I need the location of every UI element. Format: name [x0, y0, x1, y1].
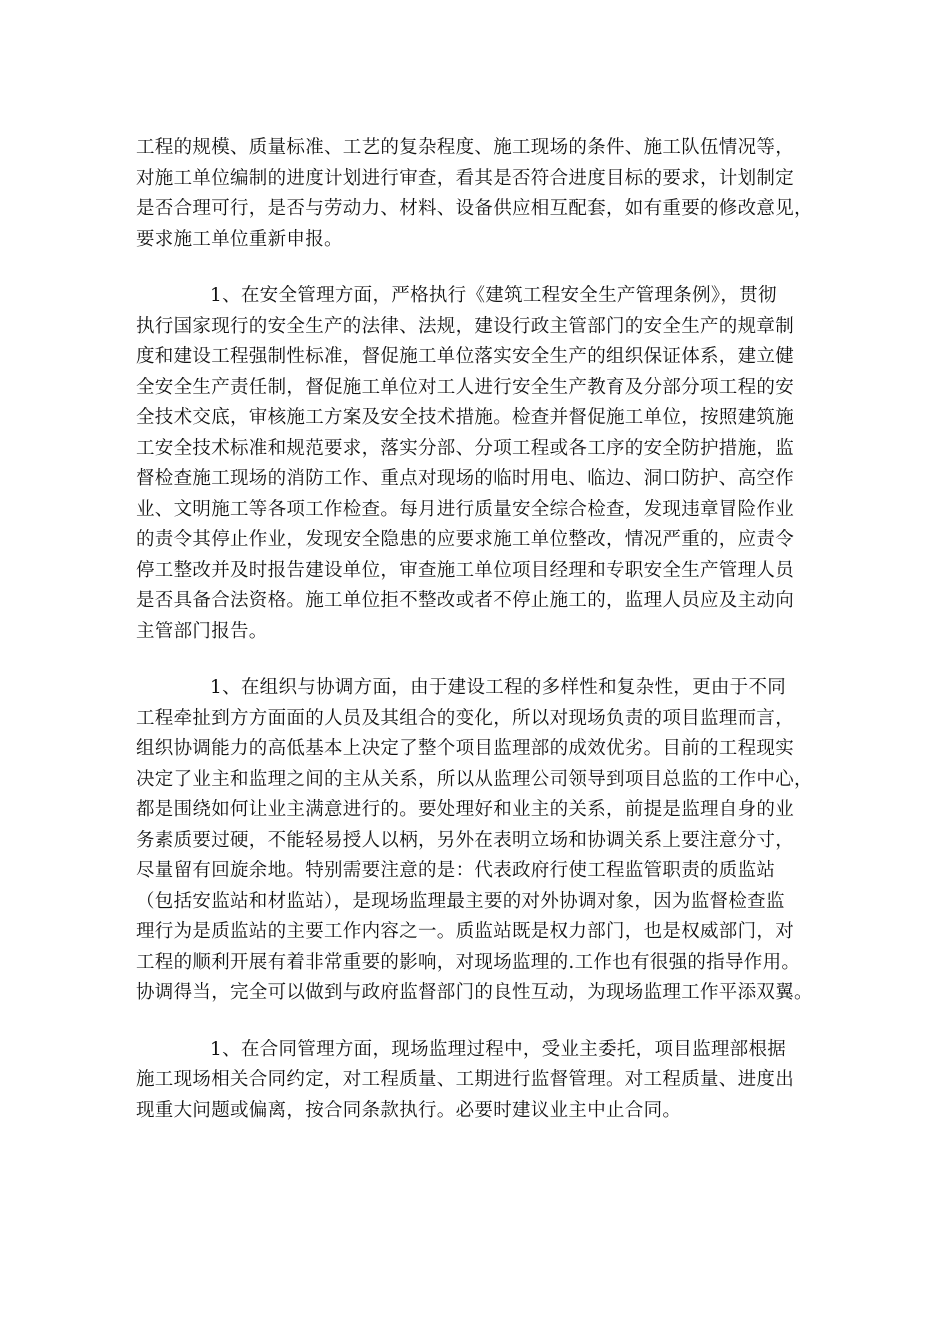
text-line: 施工现场相关合同约定，对工程质量、工期进行监督管理。对工程质量、进度出	[136, 1069, 795, 1090]
text-line: 全安全生产责任制，督促施工单位对工人进行安全生产教育及分部分项工程的安	[136, 376, 795, 398]
document-page	[136, 133, 826, 1152]
paragraph-organization-coordination	[136, 673, 826, 1009]
text-line: 现重大问题或偏离，按合同条款执行。必要时建议业主中止合同。	[136, 1099, 682, 1121]
text-line: 对施工单位编制的进度计划进行审查，看其是否符合进度目标的要求，计划制定	[136, 167, 795, 189]
text-line: 决定了业主和监理之间的主从关系，所以从监理公司领导到项目总监的工作中心，	[136, 768, 813, 790]
text-line: 度和建设工程强制性标准，督促施工单位落实安全生产的组织保证体系，建立健	[136, 346, 795, 367]
text-line: 业、文明施工等各项工作检查。每月进行质量安全综合检查，发现违章冒险作业	[136, 498, 795, 520]
text-line: 执行国家现行的安全生产的法律、法规，建设行政主管部门的安全生产的规章制	[136, 315, 795, 337]
text-line: 1、在组织与协调方面，由于建设工程的多样性和复杂性，更由于不同	[210, 677, 787, 698]
text-line: 是否具备合法资格。施工单位拒不整改或者不停止施工的，监理人员应及主动向	[136, 590, 795, 611]
text-line: 全技术交底，审核施工方案及安全技术措施。检查并督促施工单位，按照建筑施	[136, 407, 795, 428]
text-line: 1、在安全管理方面，严格执行《建筑工程安全生产管理条例》，贯彻	[210, 285, 777, 306]
text-line: 工程牵扯到方方面面的人员及其组合的变化，所以对现场负责的项目监理而言，	[136, 707, 795, 729]
paragraph-schedule-review	[136, 133, 826, 255]
text-line: 协调得当，完全可以做到与政府监督部门的良性互动，为现场监理工作平添双翼。	[136, 982, 813, 1003]
text-line: 工程的规模、质量标准、工艺的复杂程度、施工现场的条件、施工队伍情况等，	[136, 137, 795, 158]
paragraph-contract-management	[136, 1035, 826, 1127]
text-line: 工安全技术标准和规范要求，落实分部、分项工程或各工序的安全防护措施，监	[136, 437, 795, 459]
text-line: 主管部门报告。	[136, 620, 268, 642]
text-line: 尽量留有回旋余地。特别需要注意的是：代表政府行使工程监管职责的质监站	[136, 860, 776, 881]
text-line: 的责令其停止作业，发现安全隐患的应要求施工单位整改，情况严重的，应责令	[136, 529, 795, 550]
text-line: 理行为是质监站的主要工作内容之一。质监站既是权力部门，也是权威部门，对	[136, 921, 795, 942]
text-line: 督检查施工现场的消防工作、重点对现场的临时用电、临边、洞口防护、高空作	[136, 468, 795, 489]
text-line: 工程的顺利开展有着非常重要的影响，对现场监理的.工作也有很强的指导作用。	[136, 951, 801, 973]
text-line: 1、在合同管理方面，现场监理过程中，受业主委托，项目监理部根据	[210, 1038, 787, 1060]
text-line: 是否合理可行，是否与劳动力、材料、设备供应相互配套，如有重要的修改意见，	[136, 198, 813, 219]
text-line: （包括安监站和材监站），是现场监理最主要的对外协调对象，因为监督检查监	[136, 890, 785, 912]
paragraph-safety-management	[136, 281, 826, 647]
text-line: 停工整改并及时报告建设单位，审查施工单位项目经理和专职安全生产管理人员	[136, 559, 795, 581]
text-line: 组织协调能力的高低基本上决定了整个项目监理部的成效优劣。目前的工程现实	[136, 738, 795, 759]
text-line: 务素质要过硬，不能轻易授人以柄，另外在表明立场和协调关系上要注意分寸，	[136, 829, 795, 851]
text-line: 都是围绕如何让业主满意进行的。要处理好和业主的关系，前提是监理自身的业	[136, 799, 795, 820]
text-line: 要求施工单位重新申报。	[136, 228, 343, 250]
